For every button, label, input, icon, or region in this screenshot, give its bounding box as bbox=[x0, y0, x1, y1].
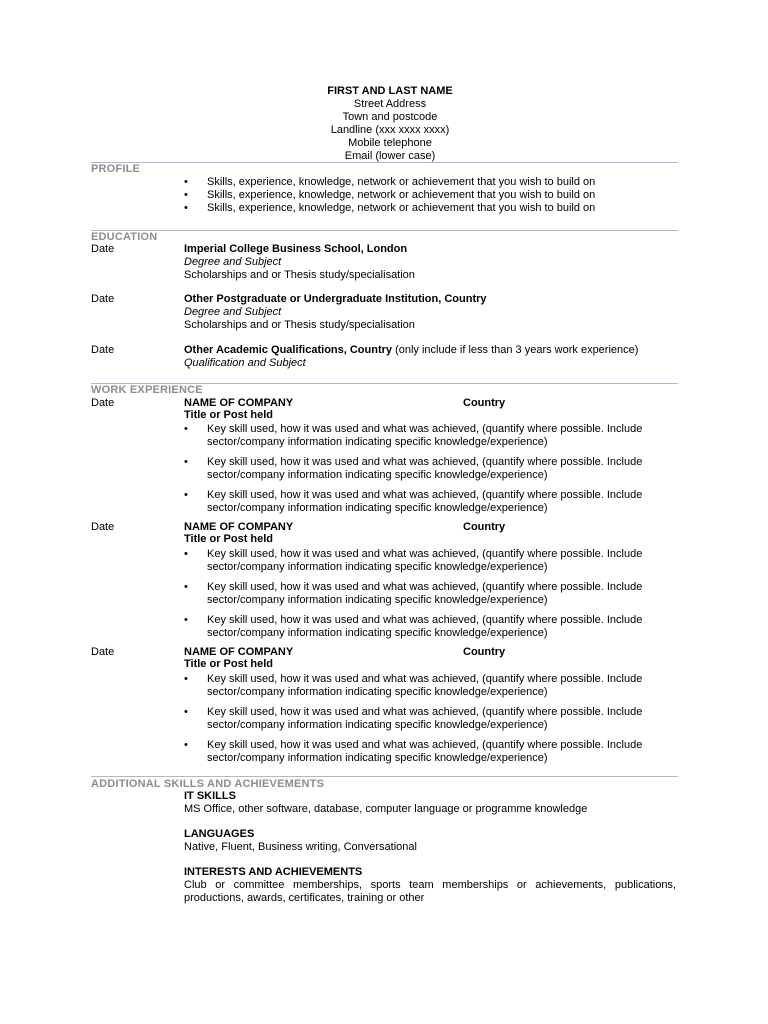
institution: Imperial College Business School, London bbox=[184, 243, 408, 255]
bullet-icon: • bbox=[184, 673, 188, 685]
company-name: NAME OF COMPANY bbox=[184, 397, 294, 409]
languages-text: Native, Fluent, Business writing, Conversational bbox=[184, 841, 417, 853]
education-entry bbox=[184, 344, 676, 370]
bullet-icon: • bbox=[184, 202, 188, 214]
bullet-icon: • bbox=[184, 739, 188, 751]
degree: Degree and Subject bbox=[184, 256, 282, 268]
institution: Other Postgraduate or Undergraduate Institution, Country bbox=[184, 293, 487, 305]
education-note: Scholarships and or Thesis study/specialisation bbox=[184, 319, 415, 331]
section-divider bbox=[91, 162, 678, 163]
job-date: Date bbox=[91, 521, 115, 533]
company-name: NAME OF COMPANY bbox=[184, 646, 294, 658]
bullet-icon: • bbox=[184, 423, 188, 435]
full-name: FIRST AND LAST NAME bbox=[327, 85, 453, 97]
institution: Other Academic Qualifications, Country bbox=[184, 344, 393, 356]
company-name: NAME OF COMPANY bbox=[184, 521, 294, 533]
languages-heading: LANGUAGES bbox=[184, 828, 255, 840]
bullet-icon: • bbox=[184, 614, 188, 626]
degree: Qualification and Subject bbox=[184, 357, 306, 369]
education-note: Scholarships and or Thesis study/specialisation bbox=[184, 269, 415, 281]
bullet-icon: • bbox=[184, 176, 188, 188]
street-address: Street Address bbox=[353, 98, 427, 110]
education-date: Date bbox=[91, 344, 115, 356]
it-skills-text: MS Office, other software, database, computer language or programme knowledge bbox=[184, 803, 588, 815]
education-heading: EDUCATION bbox=[91, 231, 158, 243]
bullet-icon: • bbox=[184, 548, 188, 560]
landline: Landline (xxx xxxx xxxx) bbox=[330, 124, 450, 136]
education-date: Date bbox=[91, 243, 115, 255]
contact-header bbox=[0, 85, 768, 163]
section-divider bbox=[91, 230, 678, 231]
bullet-icon: • bbox=[184, 189, 188, 201]
company-country: Country bbox=[463, 646, 506, 658]
education-date: Date bbox=[91, 293, 115, 305]
education-entry bbox=[184, 293, 676, 332]
bullet-icon: • bbox=[184, 581, 188, 593]
education-entry bbox=[184, 243, 676, 282]
email: Email (lower case) bbox=[344, 150, 436, 162]
section-divider bbox=[91, 776, 678, 777]
mobile: Mobile telephone bbox=[348, 137, 432, 149]
job-title: Title or Post held bbox=[184, 409, 274, 421]
additional-heading: ADDITIONAL SKILLS AND ACHIEVEMENTS bbox=[91, 778, 325, 790]
job-date: Date bbox=[91, 646, 115, 658]
bullet-icon: • bbox=[184, 489, 188, 501]
job-date: Date bbox=[91, 397, 115, 409]
company-country: Country bbox=[463, 397, 506, 409]
education-extra: (only include if less than 3 years work experience) bbox=[392, 344, 639, 356]
company-country: Country bbox=[463, 521, 506, 533]
profile-heading: PROFILE bbox=[91, 163, 141, 175]
work-heading: WORK EXPERIENCE bbox=[91, 384, 203, 396]
job-title: Title or Post held bbox=[184, 658, 274, 670]
bullet-icon: • bbox=[184, 456, 188, 468]
town-postcode: Town and postcode bbox=[342, 111, 438, 123]
interests-heading: INTERESTS AND ACHIEVEMENTS bbox=[184, 866, 363, 878]
bullet-icon: • bbox=[184, 706, 188, 718]
interests-text: Club or committee memberships, sports team memberships or achievements, publications, productions, awards, certificates, training or other bbox=[184, 879, 676, 904]
degree: Degree and Subject bbox=[184, 306, 282, 318]
job-title: Title or Post held bbox=[184, 533, 274, 545]
it-skills-heading: IT SKILLS bbox=[184, 790, 236, 802]
